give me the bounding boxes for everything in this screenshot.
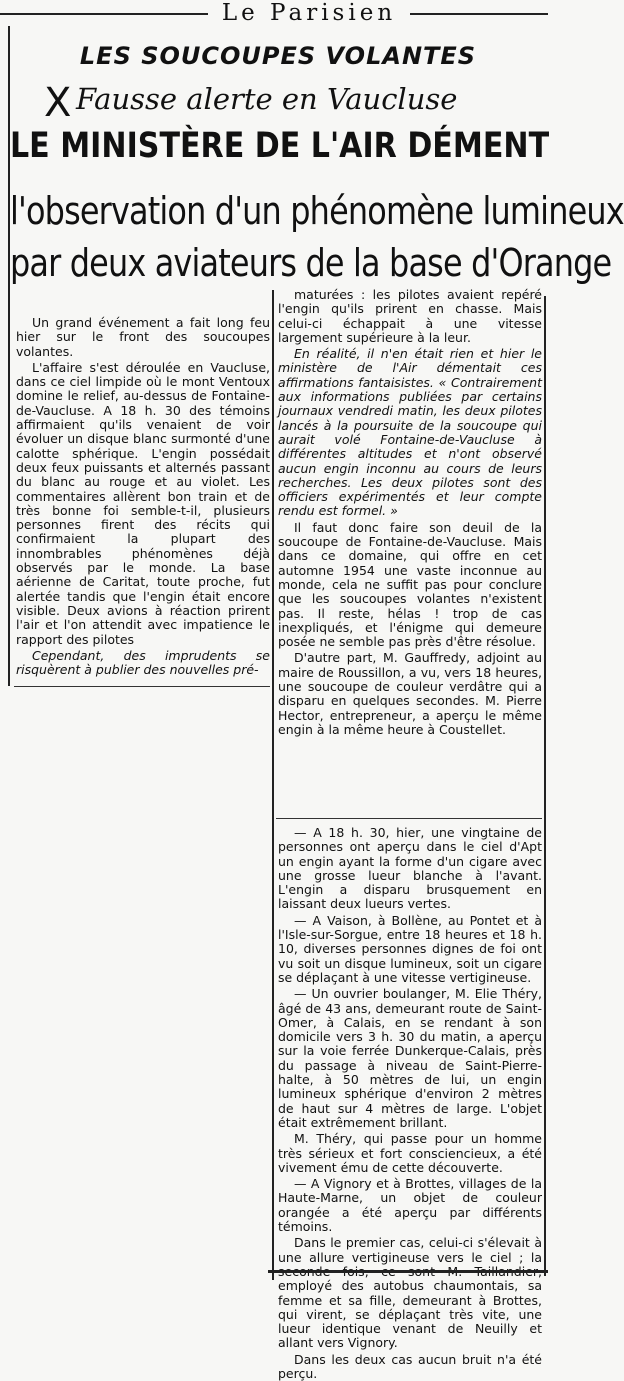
paragraph: M. Théry, qui passe pour un homme très sérieux et fort consciencieux, a été vivement ému de cette découverte. [278,1131,542,1175]
article-deck [10,185,624,289]
paragraph: Cependant, des imprudents se risquèrent à publier des nouvelles pré- [16,647,270,678]
deck-line-2: par deux aviateurs de la base d'Orange [10,241,612,285]
paragraph: D'autre part, M. Gauffredy, adjoint au maire de Roussillon, a vu, vers 18 heures, une soucoupe de couleur verdâtre qui a disparu en quelques secondes. M. Pierre Hector, entrepreneur, a aperçu le même engin à la même heure à Coustellet. [278,650,542,737]
bottom-rule [268,1270,548,1273]
masthead-rule-left [0,13,208,15]
article-subkicker: Fausse alerte en Vaucluse [76,82,458,116]
paragraph: Dans les deux cas aucun bruit n'a été perçu. [278,1351,542,1381]
paragraph: maturées : les pilotes avaient repéré l'engin qu'ils prirent en chasse. Mais celui-ci échappait à une vitesse largement supérieure à la leur. [278,287,542,345]
column-rule-middle [272,290,274,1280]
article-kicker: LES SOUCOUPES VOLANTES [79,42,477,70]
column-rule-right [544,296,546,1276]
paragraph: — Un ouvrier boulanger, M. Elie Théry, âgé de 43 ans, demeurant route de Saint-Omer, à Calais, en se rendant à son domicile vers 3 h. 30 du matin, a aperçu sur la voie ferrée Dunkerque-Calais, près du passage à niveau de Saint-Pierre-halte, à 50 mètres de lui, un engin lumineux sphérique d'environ 2 mètres de haut sur 4 mètres de large. L'objet était extrêmement brillant. [278,986,542,1130]
paragraph: — A 18 h. 30, hier, une vingtaine de personnes ont aperçu dans le ciel d'Apt un engin ayant la forme d'un cigare avec une grosse lueur blanche à l'avant. L'engin a disparu brusquement en laissant deux lueurs vertes. [278,825,542,912]
paragraph: Un grand événement a fait long feu hier sur le front des soucoupes volantes. [16,315,270,359]
article-headline: LE MINISTÈRE DE L'AIR DÉMENT [10,126,550,166]
paragraph: En réalité, il n'en était rien et hier le ministère de l'Air démentait ces affirmations fantaisistes. « Contrairement aux informations publiées par certains journaux vendredi matin, les deux pilotes lancés à la poursuite de la soucoupe qui aurait volé Fontaine-de-Vaucluse à différentes altitudes et n'ont observé aucun engin inconnu au cours de leurs recherches. Les deux pilotes sont des officiers expérimentés et leur compte rendu est formel. » [278,346,542,519]
newspaper-name: Le Parisien [221,0,397,26]
masthead [0,0,548,30]
handwritten-x-mark: X [44,80,72,126]
masthead-rule-right [410,13,548,15]
article-column-1 [16,316,270,677]
column-rule-left [8,26,10,686]
paragraph: Il faut donc faire son deuil de la soucoupe de Fontaine-de-Vaucluse. Mais dans ce domaine, qui offre en cet automne 1954 une vaste inconnue au monde, cela ne suffit pas pour conclure que les soucoupes volantes n'existent pas. Il reste, hélas ! trop de cas inexpliqués, et l'énigme qui demeure posée ne semble pas près d'être résolue. [278,519,542,650]
section-rule [276,818,542,819]
paragraph: L'affaire s'est déroulée en Vaucluse, dans ce ciel limpide où le mont Ventoux domine le relief, au-dessus de Fontaine-de-Vaucluse. A 18 h. 30 des témoins affirmaient qu'ils venaient de voir évoluer un disque blanc surmonté d'une calotte sphérique. L'engin possédait deux feux puissants et alternés passant du blanc au rouge et au violet. Les commentaires allèrent bon train et de très bonne foi semble-t-il, plusieurs personnes firent des récits qui confirmaient la plupart des innombrables phénomènes déjà observés par le monde. La base aérienne de Caritat, toute proche, fut alertée tandis que l'engin était encore visible. Deux avions à réaction prirent l'air et l'on attendit avec impatience le rapport des pilotes [16,359,270,647]
paragraph: Dans le premier cas, celui-ci s'élevait à une allure vertigineuse vers le ciel ; la employé des autobus chaumontais, sa femme et sa fille, demeurant à Brottes, qui virent, se déplaçant très vite, une lueur identique venant de Neuilly et allant vers Vignory. [278,1235,542,1351]
paragraph: — A Vignory et à Brottes, villages de la Haute-Marne, un objet de couleur orangée a été aperçu par différents témoins. [278,1176,542,1235]
article-column-3 [278,826,542,1381]
article-column-2 [278,288,542,737]
paragraph: — A Vaison, à Bollène, au Pontet et à l'Isle-sur-Sorgue, entre 18 heures et 18 h. 10, diverses personnes dignes de foi ont vu soit un disque lumineux, soit un cigare se déplaçant à une vitesse vertigineuse. [278,912,542,985]
deck-line-1: l'observation d'un phénomène lumineux [10,189,624,233]
column-end-rule [14,686,270,687]
